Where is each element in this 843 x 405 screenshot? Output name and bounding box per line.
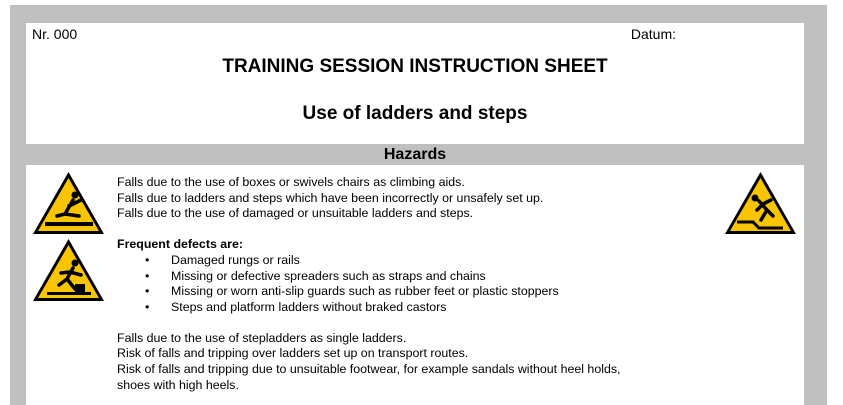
document-title: TRAINING SESSION INSTRUCTION SHEET <box>222 56 608 77</box>
hazard-line: Risk of falls and tripping due to unsuitable footwear, for example sandals without heel holds, <box>117 362 621 377</box>
fall-hazard-warning-icon <box>723 170 798 236</box>
header-box <box>26 23 804 144</box>
slippery-floor-warning-icon <box>31 170 106 236</box>
defects-list <box>117 253 717 316</box>
hazard-line: Falls due to ladders and steps which have been incorrectly or unsafely set up. <box>117 190 544 205</box>
hazard-line: Falls due to the use of stepladders as single ladders. <box>117 330 407 345</box>
document-subtitle: Use of ladders and steps <box>302 103 528 124</box>
defects-heading: Frequent defects are: <box>117 237 244 252</box>
defect-item: • Steps and platform ladders without braked castors <box>117 300 717 316</box>
defect-item: • Missing or worn anti-slip guards such as rubber feet or plastic stoppers <box>117 284 717 300</box>
hazard-line: Falls due to the use of damaged or unsuitable ladders and steps. <box>117 206 474 221</box>
hazard-line: shoes with high heels. <box>117 377 239 392</box>
hazard-line: Risk of falls and tripping over ladders set up on transport routes. <box>117 346 469 361</box>
date-label: Datum: <box>630 26 676 42</box>
hazards-content <box>26 165 804 405</box>
trip-hazard-warning-icon <box>31 237 106 303</box>
hazard-line: Falls due to the use of boxes or swivels chairs as climbing aids. <box>117 175 465 189</box>
section-heading-hazards: Hazards <box>383 146 447 163</box>
hazards-text <box>117 175 717 393</box>
defect-item: • Damaged rungs or rails <box>117 253 717 269</box>
defect-item: • Missing or defective spreaders such as straps and chains <box>117 269 717 285</box>
sheet-number: Nr. 000 <box>32 26 78 42</box>
